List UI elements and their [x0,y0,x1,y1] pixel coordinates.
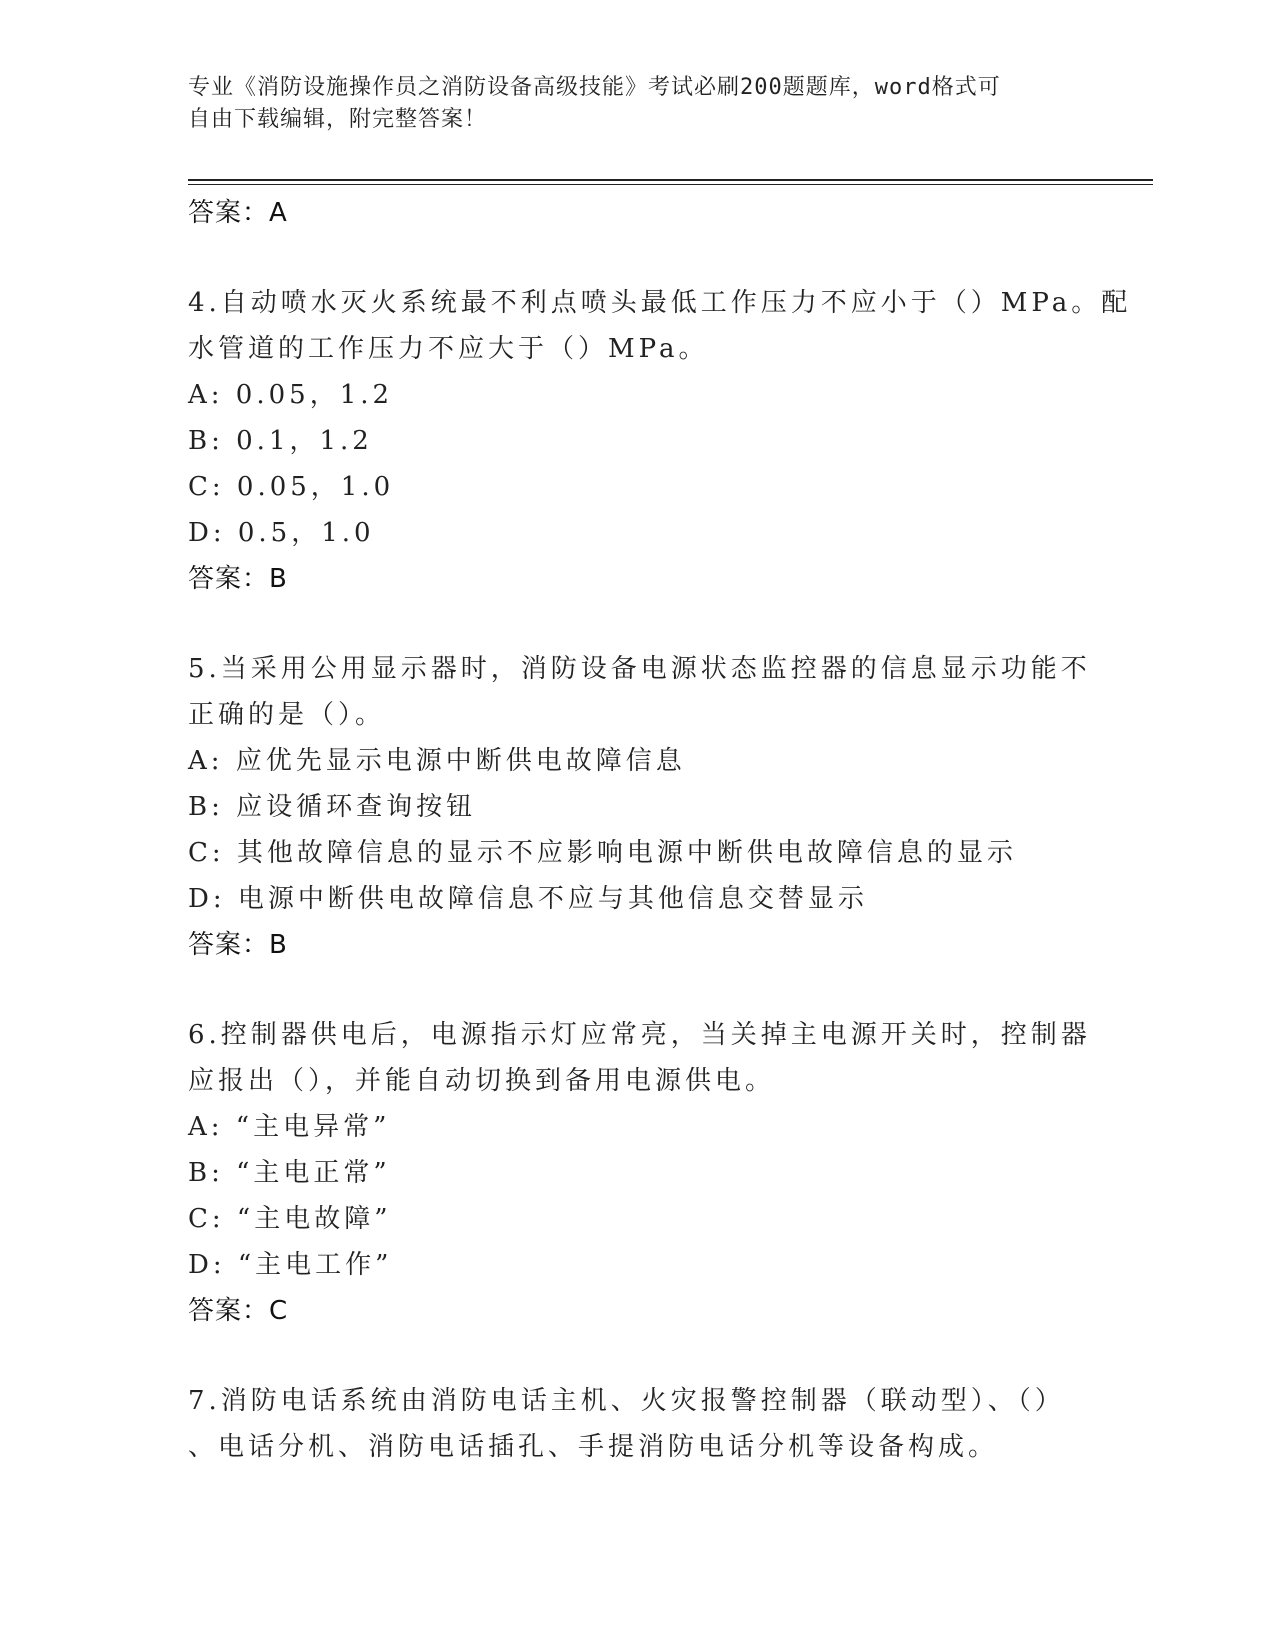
spacer [188,236,1088,280]
spacer [188,968,1088,1012]
option-a: A: “主电异常” [188,1112,391,1142]
option-c: C: 0.05，1.0 [188,472,395,502]
option-b: B: 0.1，1.2 [188,426,373,456]
question-block [188,1378,1088,1470]
header-rule-thin [188,184,1153,185]
question-block [188,646,1091,968]
question-text: 6.控制器供电后，电源指示灯应常亮，当关掉主电源开关时，控制器 [188,1020,1091,1050]
answer-line: 答案：C [188,1296,289,1326]
answer-line: 答案：B [188,564,288,594]
document-body [188,190,1132,1470]
option-b: B: “主电正常” [188,1158,391,1188]
question-text: 、电话分机、消防电话插孔、手提消防电话分机等设备构成。 [188,1432,999,1462]
question-block [188,280,1132,602]
option-d: D: 电源中断供电故障信息不应与其他信息交替显示 [188,884,868,914]
option-d: D: 0.5，1.0 [188,518,375,548]
header-line-1: 专业《消防设施操作员之消防设备高级技能》考试必刷200题题库，word格式可 [188,75,1001,100]
question-block [188,1012,1091,1334]
option-d: D: “主电工作” [188,1250,393,1280]
spacer [188,602,1088,646]
header-rule-thick [188,179,1153,181]
option-a: A: 应优先显示电源中断供电故障信息 [188,746,686,776]
question-text: 4.自动喷水灭火系统最不利点喷头最低工作压力不应小于（）MPa。配 [188,288,1132,318]
option-c: C: “主电故障” [188,1204,392,1234]
header-line-2: 自由下载编辑，附完整答案！ [188,107,488,132]
option-b: B: 应设循环查询按钮 [188,792,477,822]
question-text: 水管道的工作压力不应大于（）MPa。 [188,334,709,364]
question-text: 正确的是（）。 [188,700,386,730]
question-text: 5.当采用公用显示器时，消防设备电源状态监控器的信息显示功能不 [188,654,1091,684]
document-header [188,72,1088,136]
option-c: C: 其他故障信息的显示不应影响电源中断供电故障信息的显示 [188,838,1017,868]
answer-line: 答案：B [188,930,288,960]
option-a: A: 0.05，1.2 [188,380,394,410]
question-text: 应报出（），并能自动切换到备用电源供电。 [188,1066,776,1096]
answer-line: 答案：A [188,198,288,228]
spacer [188,1334,1088,1378]
question-text: 7.消防电话系统由消防电话主机、火灾报警控制器（联动型）、（） [188,1386,1065,1416]
